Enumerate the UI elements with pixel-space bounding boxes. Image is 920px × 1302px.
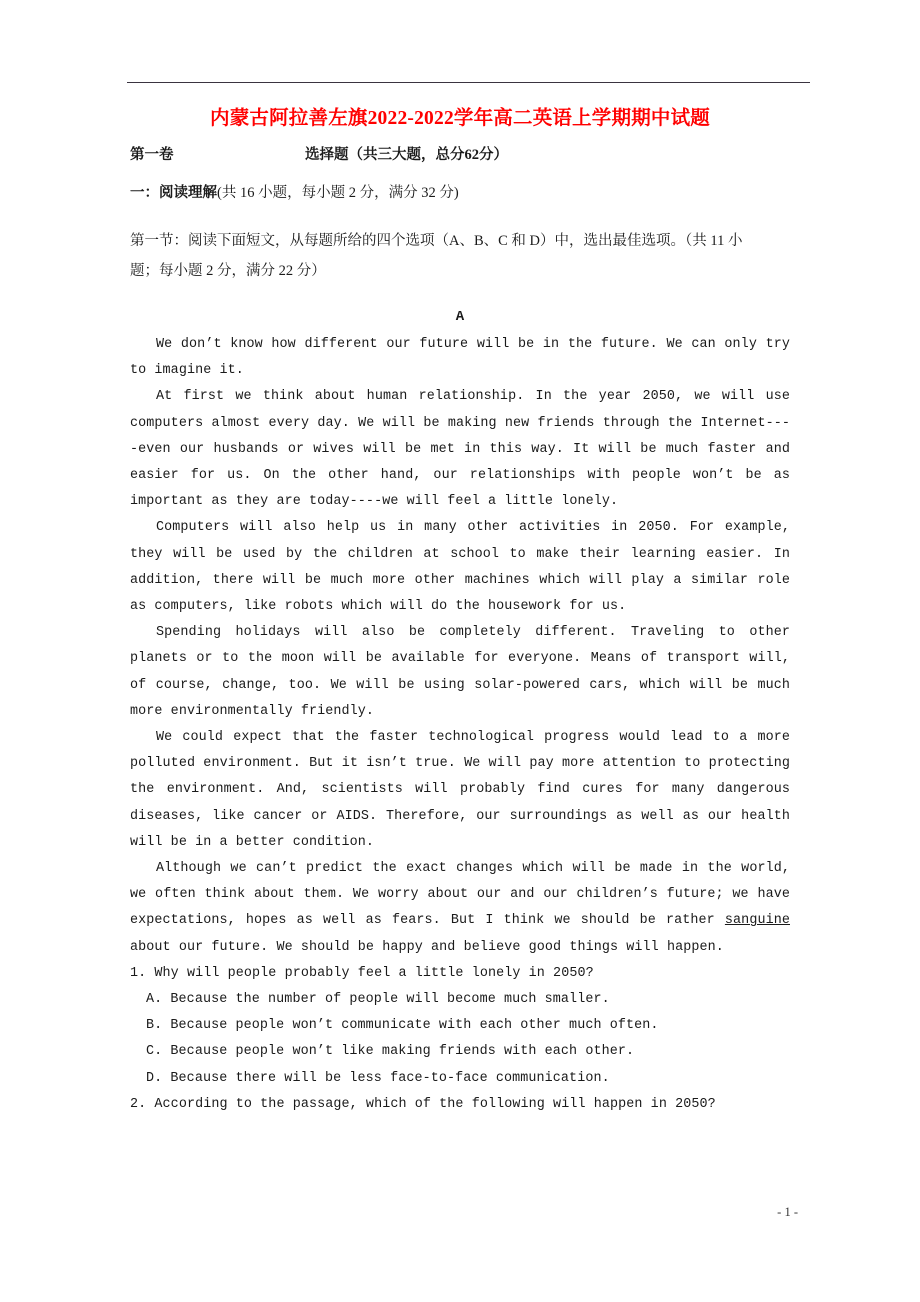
section-one-note: (共 16 小题，每小题 2 分，满分 32 分) bbox=[217, 185, 459, 201]
question-stem: 2. According to the passage, which of the following will happen in 2050? bbox=[130, 1096, 716, 1112]
passage-paragraph: We could expect that the faster technological progress would lead to a more polluted environment. But it isn’t true. We will pay more attention to protecting the environment. And, scientists will probably find cures for many dangerous diseases, like cancer or AIDS. Therefore, our surroundings as well as our health will be in a better condition. bbox=[130, 730, 790, 850]
part-one-instruction-line1: 第一节：阅读下面短文，从每题所给的四个选项（A、B、C 和 D）中，选出最佳选项。（共 11 小 bbox=[130, 233, 743, 249]
passage-paragraph-final bbox=[130, 856, 790, 961]
passage-label-a: A bbox=[455, 309, 465, 325]
volume-subtitle: 选择题（共三大题，总分62分） bbox=[305, 147, 508, 163]
passage-paragraph: Spending holidays will also be completely different. Traveling to other planets or to the moon will be available for everyone. Means of transport will, of course, change, too. We will be using solar-powered cars, which will be much more environmentally friendly. bbox=[130, 625, 790, 719]
document-content bbox=[130, 104, 790, 1118]
question-option[interactable]: A. Because the number of people will become much smaller. bbox=[146, 992, 610, 1008]
section-one-title: 一：阅读理解 bbox=[130, 185, 217, 201]
page-title: 内蒙古阿拉善左旗2022-2022学年高二英语上学期期中试题 bbox=[210, 108, 710, 129]
question-option[interactable]: B. Because people won’t communicate with each other much often. bbox=[146, 1018, 659, 1034]
passage-paragraph: We don’t know how different our future will be in the future. We can only try to imagine it. bbox=[130, 337, 790, 379]
section-one-heading bbox=[130, 180, 790, 206]
exam-section-header bbox=[130, 142, 790, 168]
passage-paragraph: At first we think about human relationship. In the year 2050, we will use computers almost every day. We will be making new friends through the Internet----even our husbands or wives will be met in this way. It will be much faster and easier for us. On the other hand, our relationships with people won’t be as important as they are today----we will feel a little lonely. bbox=[130, 389, 790, 510]
volume-label: 第一卷 bbox=[130, 147, 174, 163]
final-paragraph-before: Although we can’t predict the exact changes which will be made in the world, we often think about them. We worry about our and our children’s future; we have expectations, hopes as well as fears. But I think we should be rather bbox=[130, 861, 790, 929]
header-divider-rule bbox=[127, 82, 810, 83]
part-one-instruction-line2: 题；每小题 2 分，满分 22 分） bbox=[130, 263, 326, 279]
question-stem: 1. Why will people probably feel a little lonely in 2050? bbox=[130, 965, 594, 981]
passage-paragraph: Computers will also help us in many other activities in 2050. For example, they will be used by the children at school to make their learning easier. In addition, there will be much more other machines which will play a similar role as computers, like robots which will do the housework for us. bbox=[130, 520, 790, 615]
question-option[interactable]: C. Because people won’t like making friends with each other. bbox=[146, 1044, 635, 1060]
question-option[interactable]: D. Because there will be less face-to-face communication. bbox=[146, 1070, 610, 1086]
page-number-footer: - 1 - bbox=[777, 1205, 798, 1219]
vocabulary-underlined-word: sanguine bbox=[724, 913, 790, 929]
final-paragraph-after: about our future. We should be happy and believe good things will happen. bbox=[130, 939, 724, 955]
